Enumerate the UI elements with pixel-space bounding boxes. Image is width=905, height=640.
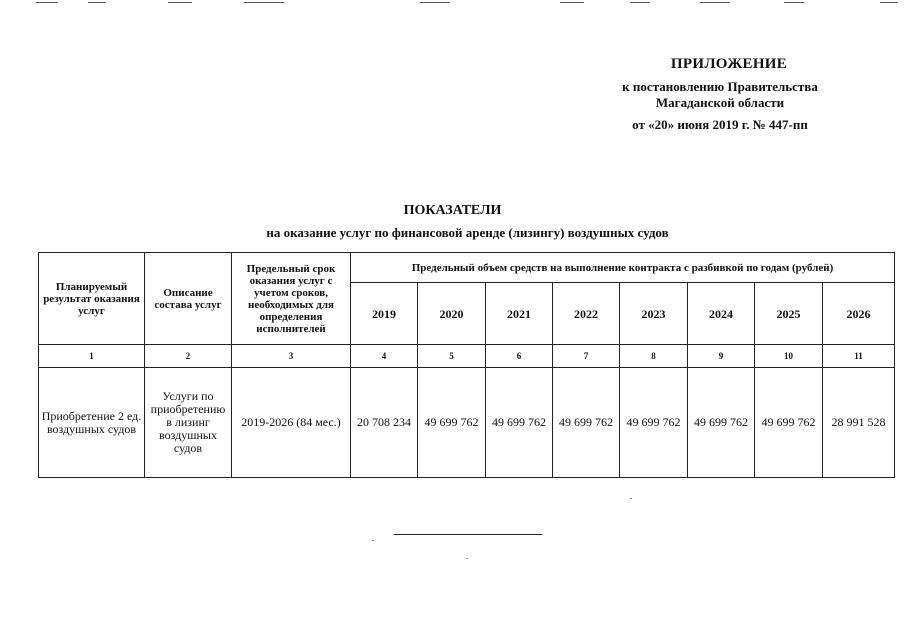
column-number: 7 [553, 345, 620, 368]
amount-cell: 28 991 528 [823, 368, 895, 478]
amount-cell: 49 699 762 [620, 368, 688, 478]
column-number-row [39, 345, 895, 368]
table-row [39, 368, 895, 478]
document-subtitle: на оказание услуг по финансовой аренде (лизингу) воздушных судов [266, 225, 669, 240]
column-number: 10 [755, 345, 823, 368]
decree-header [590, 56, 850, 133]
header-service-term: Предельный срок оказания услуг с учетом сроков, необходимых для определения исполнителей [232, 253, 351, 345]
year-header: 2023 [620, 283, 688, 345]
column-number: 8 [620, 345, 688, 368]
year-header: 2021 [486, 283, 553, 345]
appendix-title: ПРИЛОЖЕНИЕ [670, 56, 788, 72]
amount-cell: 49 699 762 [755, 368, 823, 478]
column-number: 6 [486, 345, 553, 368]
decree-line-2: Магаданской области [655, 95, 785, 110]
header-funding-by-year: Предельный объем средств на выполнение контракта с разбивкой по годам (рублей) [351, 253, 895, 283]
column-number: 5 [418, 345, 486, 368]
year-header: 2024 [688, 283, 755, 345]
amount-cell: 49 699 762 [418, 368, 486, 478]
scan-speck [466, 558, 468, 559]
year-header: 2019 [351, 283, 418, 345]
year-header: 2025 [755, 283, 823, 345]
header-planned-result: Планируемый результат оказания услуг [39, 253, 145, 345]
column-number: 4 [351, 345, 418, 368]
amount-cell: 49 699 762 [553, 368, 620, 478]
year-header: 2022 [553, 283, 620, 345]
amount-cell: 20 708 234 [351, 368, 418, 478]
closing-rule [394, 534, 542, 535]
amount-cell: 49 699 762 [688, 368, 755, 478]
column-number: 9 [688, 345, 755, 368]
year-header: 2026 [823, 283, 895, 345]
header-service-description: Описание состава услуг [145, 253, 232, 345]
scan-artifacts-top [0, 0, 905, 8]
scan-speck [372, 540, 374, 541]
service-description-cell: Услуги по приобретению в лизинг воздушных судов [145, 368, 232, 478]
amount-cell: 49 699 762 [486, 368, 553, 478]
column-number: 3 [232, 345, 351, 368]
column-number: 1 [39, 345, 145, 368]
decree-line-1: к постановлению Правительства [622, 79, 818, 94]
scan-speck [630, 498, 632, 499]
column-number: 2 [145, 345, 232, 368]
planned-result-cell: Приобретение 2 ед. воздушных судов [39, 368, 145, 478]
service-term-cell: 2019-2026 (84 мес.) [232, 368, 351, 478]
decree-date-number: от «20» июня 2019 г. № 447-пп [632, 117, 808, 132]
indicators-table [38, 252, 895, 478]
column-number: 11 [823, 345, 895, 368]
year-header: 2020 [418, 283, 486, 345]
document-title: ПОКАЗАТЕЛИ [403, 203, 502, 218]
